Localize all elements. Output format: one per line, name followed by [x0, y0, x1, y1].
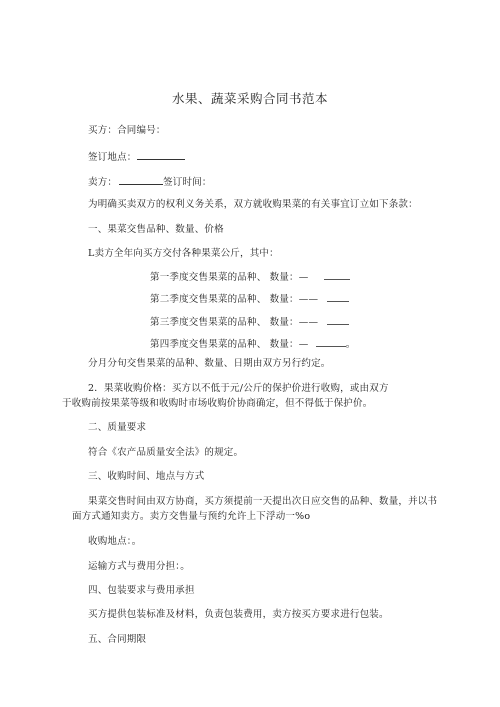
quarter-label: 第三季度交售果菜的品种、: [150, 317, 267, 328]
section4-body: 买方提供包装标准及材料，负责包装费用，卖方按买方要求进行包装。: [88, 609, 389, 620]
price-clause-line2: 于收购前按果菜等级和收购时市场收购价协商确定，但不得低于保护价。: [62, 398, 373, 409]
quarter-2-line: [150, 293, 349, 306]
quantity-label: 数量：: [269, 317, 299, 328]
quantity-blank: [327, 293, 349, 302]
quarter-1-line: [150, 271, 350, 284]
quarter-4-line: [150, 338, 355, 351]
quantity-label: 数量：: [269, 272, 299, 283]
quarter-3-line: [150, 316, 349, 329]
monthly-arrangement: 分月分旬交售果菜的品种、数量、日期由双方另行约定。: [88, 358, 331, 369]
purchase-place: 收购地点：。: [88, 536, 142, 547]
seller-blank: [119, 175, 163, 185]
quarter-label: 第四季度交售果菜的品种、: [150, 339, 267, 350]
section2-body: 符合《农产品质量安全法》的规定。: [88, 447, 244, 458]
seller-line: [88, 175, 212, 189]
transport-cost: 运输方式与费用分担：。: [88, 561, 190, 572]
sign-time-label: 签订时间：: [163, 177, 212, 188]
dash: —: [298, 339, 309, 350]
section1-heading: 一、果菜交售品种、数量、价格: [88, 224, 224, 235]
quantity-label: 数量：: [269, 294, 299, 305]
quarter-label: 第一季度交售果菜的品种、: [150, 272, 267, 283]
section3-body-line2: 面方式通知卖方。卖方交售量与预约允许上下浮动一%o: [72, 511, 311, 522]
section3-body-line1: 果菜交售时间由双方协商，买方须提前一天提出次日应交售的品种、数量，并以书: [88, 496, 438, 507]
sign-place-blank: [137, 150, 185, 160]
quantity-blank: [327, 316, 349, 325]
document-title: 水果、蔬菜采购合同书范本: [171, 91, 328, 106]
sign-place-label: 签订地点：: [88, 152, 137, 163]
section1-item1: L卖方全年向买方交付各种果菜公斤，其中：: [88, 248, 279, 259]
sign-place-line: [88, 150, 185, 164]
quantity-blank: [324, 271, 350, 280]
quantity-blank: [316, 338, 346, 347]
quarter-label: 第二季度交售果菜的品种、: [150, 294, 267, 305]
price-clause-line1: 2．果菜收购价格：买方以不低于元/公斤的保护价进行收购，或由双方: [88, 383, 389, 394]
quantity-label: 数量：: [269, 339, 299, 350]
section2-heading: 二、质量要求: [88, 422, 147, 433]
intro-paragraph: 为明确买卖双方的权利义务关系，双方就收购果菜的有关事宜订立如下条款：: [88, 199, 418, 210]
buyer-contract-no-line: 买方：合同编号：: [88, 125, 166, 136]
line-end: 。: [345, 339, 356, 350]
section4-heading: 四、包装要求与费用承担: [88, 585, 195, 596]
dash: ——: [298, 294, 319, 305]
dash: —: [298, 272, 309, 283]
dash: ——: [298, 317, 319, 328]
section3-heading: 三、收购时间、地点与方式: [88, 471, 205, 482]
seller-label: 卖方：: [88, 177, 118, 188]
section5-heading: 五、合同期限: [88, 634, 147, 645]
